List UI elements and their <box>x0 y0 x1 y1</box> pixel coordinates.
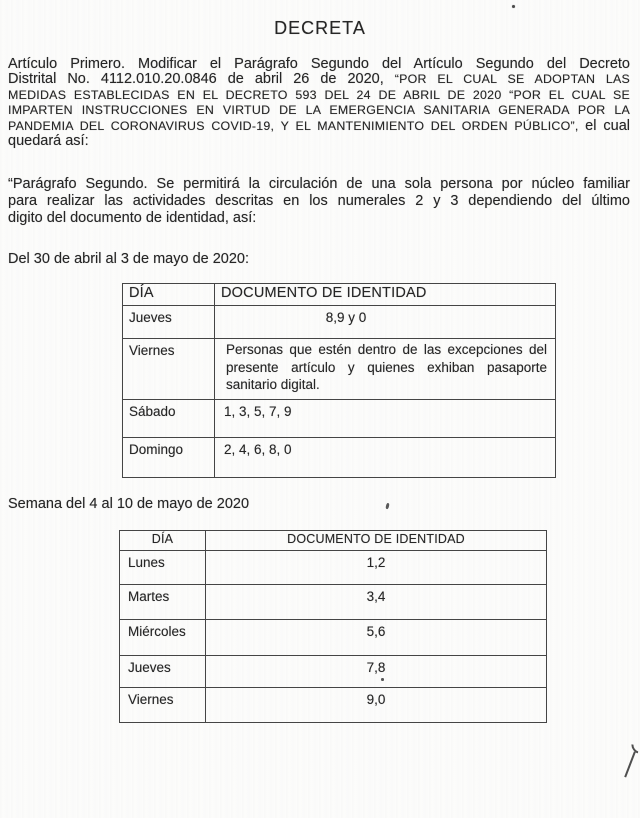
table-row <box>123 400 556 438</box>
date-range-heading-may4-10: Semana del 4 al 10 de mayo de 2020 <box>8 496 250 512</box>
paragraph-text: el cual <box>585 117 630 134</box>
quoted-caps-text: “POR EL CUAL SE ADOPTAN LAS <box>394 72 631 87</box>
quoted-caps-text: PANDEMIA DEL CORONAVIRUS COVID-19, Y EL MANTENIMIENTO DEL ORDEN PÚBLICO”, <box>8 118 586 133</box>
table-row <box>123 339 556 400</box>
table-header-row <box>123 284 556 306</box>
value-cell: 5,6 <box>206 620 547 656</box>
column-header-dia: DÍA <box>123 284 215 306</box>
day-cell: Miércoles <box>120 620 206 656</box>
value-cell: 8,9 y 0 <box>215 306 556 339</box>
date-range-heading-april30-may3: Del 30 de abril al 3 de mayo de 2020: <box>8 251 250 267</box>
value-cell: 3,4 <box>206 585 547 620</box>
day-cell: Martes <box>120 585 206 620</box>
paragraph-line: para realizar las actividades descritas en los numerales 2 y 3 dependiendo del último <box>8 193 630 209</box>
page-title: DECRETA <box>274 18 366 38</box>
scan-speck-artifact <box>381 678 384 681</box>
scan-pen-mark-artifact <box>624 752 636 778</box>
table-row <box>120 620 547 656</box>
scan-speck-artifact <box>385 503 389 509</box>
table-row <box>120 585 547 620</box>
paragraph-line: quedará así: <box>8 132 89 149</box>
value-cell: 1,2 <box>206 551 547 585</box>
table-row <box>120 551 547 585</box>
value-cell: 1, 3, 5, 7, 9 <box>215 400 556 438</box>
paragraph-line: digito del documento de identidad, así: <box>8 210 257 226</box>
value-cell: 9,0 <box>206 688 547 723</box>
paragraph-text: Distrital No. 4112.010.20.0846 de abril 26 de 2020, <box>8 71 395 88</box>
table-row <box>123 306 556 339</box>
table-header-row <box>120 531 547 551</box>
schedule-table-april30-may3 <box>122 283 556 478</box>
day-cell: Lunes <box>120 551 206 585</box>
day-cell: Domingo <box>123 438 215 478</box>
paragraph-line: Artículo Primero. Modificar el Parágrafo Segundo del Artículo Segundo del Decreto <box>8 56 630 72</box>
value-cell: 7,8 <box>206 656 547 688</box>
paragraph-line: MEDIDAS ESTABLECIDAS EN EL DECRETO 593 DEL 24 DE ABRIL DE 2020 “POR EL CUAL SE <box>8 87 630 102</box>
day-cell: Viernes <box>123 339 215 400</box>
table-row <box>120 656 547 688</box>
column-header-dia: DÍA <box>120 531 206 551</box>
paragraph-line <box>8 72 630 87</box>
paragraph-line <box>8 119 630 134</box>
value-cell: Personas que estén dentro de las excepciones del presente artículo y quienes exhiban pasaporte sanitario digital. <box>215 339 556 400</box>
column-header-documento: DOCUMENTO DE IDENTIDAD <box>215 284 556 306</box>
table-row <box>123 438 556 478</box>
day-cell: Sábado <box>123 400 215 438</box>
paragraph-line: IMPARTEN INSTRUCCIONES EN VIRTUD DE LA EMERGENCIA SANITARIA GENERADA POR LA <box>8 103 630 118</box>
table-row <box>120 688 547 723</box>
paragrafo-segundo-paragraph <box>8 176 630 227</box>
schedule-table-may4-10 <box>119 530 547 723</box>
day-cell: Jueves <box>123 306 215 339</box>
column-header-documento: DOCUMENTO DE IDENTIDAD <box>206 531 547 551</box>
day-cell: Viernes <box>120 688 206 723</box>
paragraph-line: “Parágrafo Segundo. Se permitirá la circulación de una sola persona por núcleo familiar <box>8 176 630 192</box>
value-cell: 2, 4, 6, 8, 0 <box>215 438 556 478</box>
day-cell: Jueves <box>120 656 206 688</box>
articulo-primero-paragraph <box>8 57 630 149</box>
scan-speck-artifact <box>512 5 515 8</box>
